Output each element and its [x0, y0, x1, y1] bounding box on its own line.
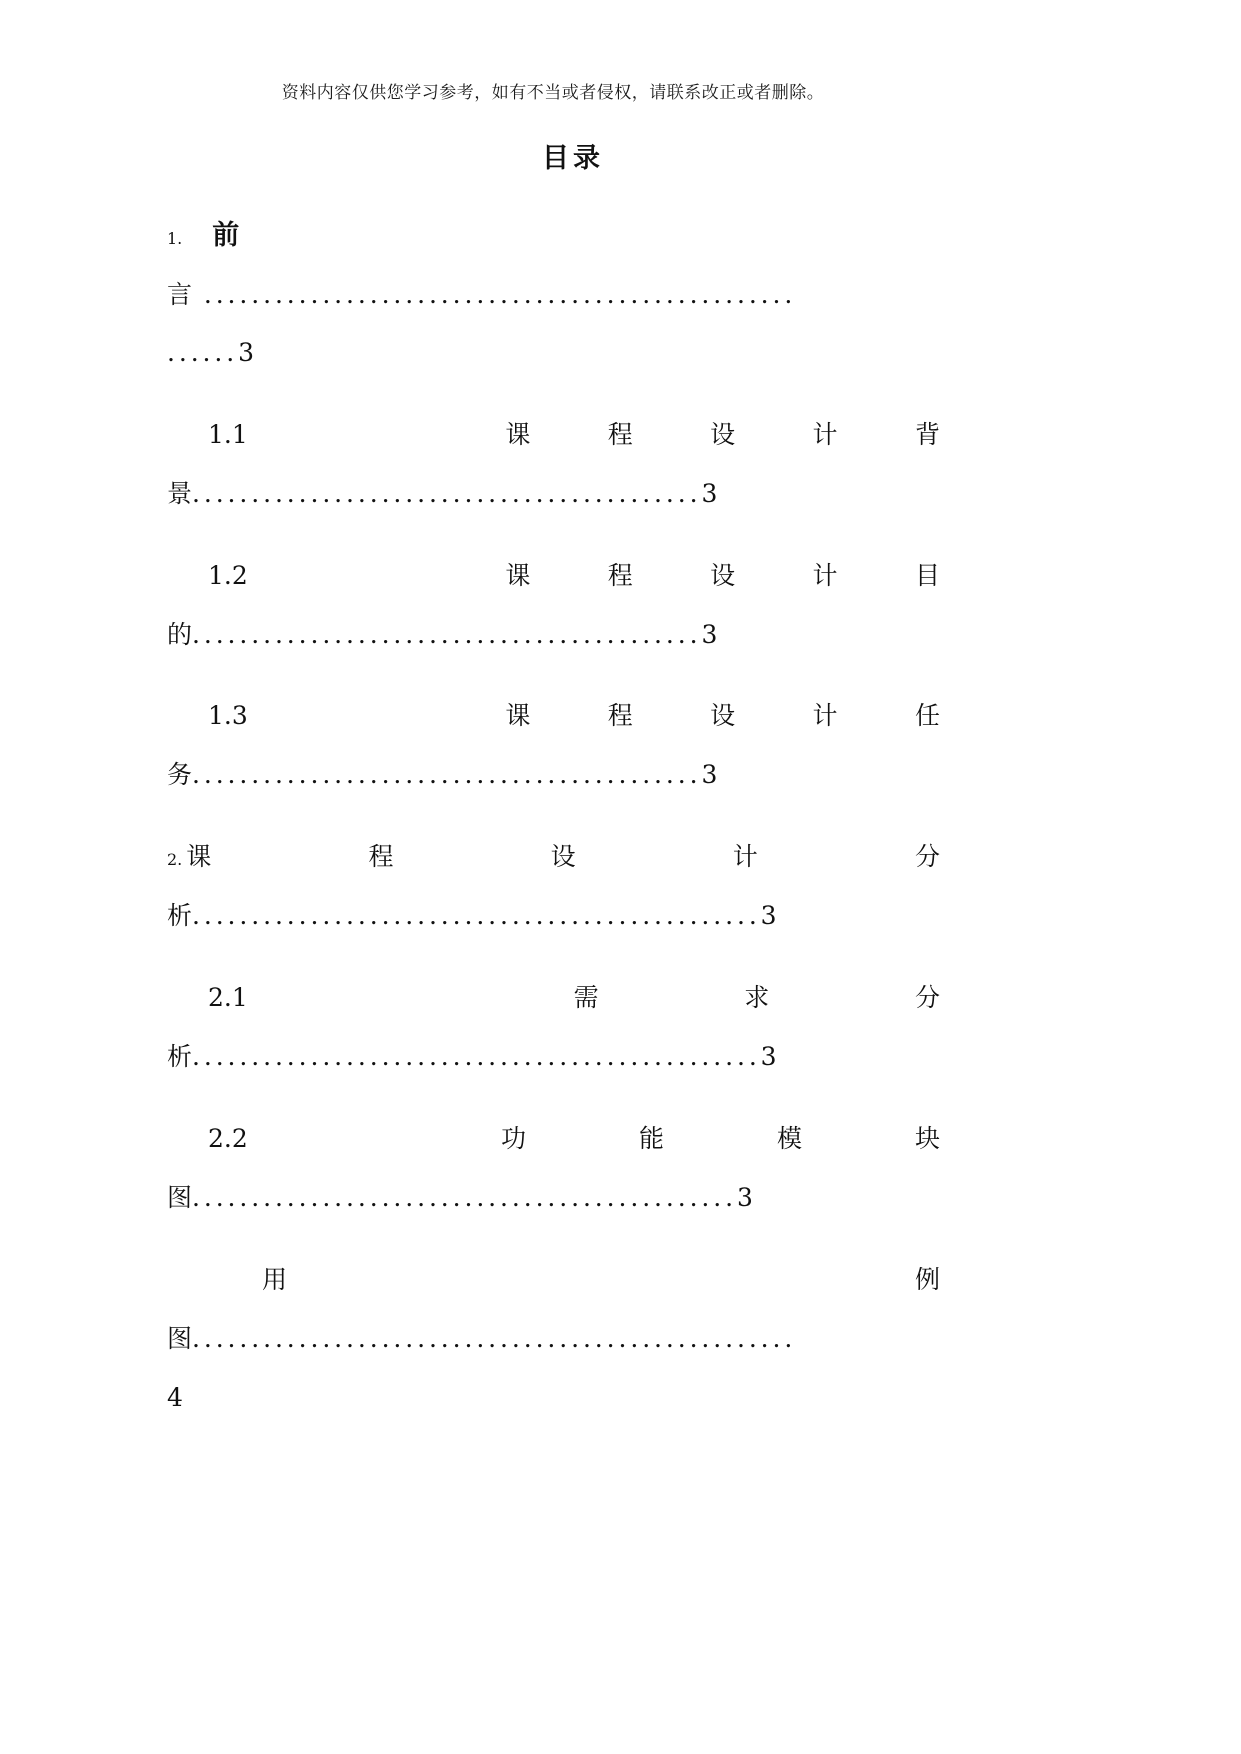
toc-entry-title-char: 设: [710, 701, 736, 730]
toc-leader-dots: ...........................................: [192, 620, 702, 649]
toc-entry-title-char: 图: [167, 1324, 193, 1353]
toc-entry-usecase-line1[interactable]: [167, 1263, 940, 1297]
toc-entry-1-1-line2[interactable]: [167, 477, 717, 511]
toc-entry-title-char: 例: [914, 1265, 940, 1294]
toc-entry-title-char: 言: [167, 280, 193, 309]
toc-page-number: 3: [760, 901, 777, 930]
toc-entry-title-char: 计: [812, 561, 838, 590]
toc-entry-title-char: 功: [500, 1124, 526, 1153]
toc-leader-dots: ..................................................: [192, 280, 797, 309]
toc-entry-title-char: 设: [710, 561, 736, 590]
toc-leader-dots: ...........................................: [192, 479, 702, 508]
toc-page-number: 3: [736, 1183, 753, 1212]
toc-entry-title-char: 分: [914, 983, 940, 1012]
toc-entry-title-char: 课: [505, 701, 531, 730]
toc-leader-dots: ................................................: [192, 1042, 761, 1071]
toc-leader-dots: ................................................: [192, 901, 761, 930]
toc-entry-1-2-line2[interactable]: [167, 618, 717, 652]
toc-entry-title-char: 的: [167, 620, 193, 649]
toc-entry-title-char: 目: [914, 561, 940, 590]
toc-entry-2-2-line1[interactable]: [167, 1122, 940, 1156]
toc-entry-number: 2.1: [208, 983, 248, 1012]
toc-leader-dots: ...........................................: [192, 760, 702, 789]
toc-entry-title-char: 务: [167, 760, 193, 789]
toc-entry-title-char: 背: [914, 420, 940, 449]
toc-entry-number: 1.3: [208, 701, 248, 730]
toc-entry-2-line1[interactable]: [167, 840, 940, 874]
toc-leader-dots: ..............................................: [192, 1183, 737, 1212]
toc-entry-title-char: 模: [776, 1124, 802, 1153]
toc-entry-number: 1.1: [208, 420, 248, 449]
toc-entry-title-char: 计: [732, 842, 758, 871]
toc-entry-1-1-line1[interactable]: [167, 418, 940, 452]
toc-page-number: 3: [701, 620, 718, 649]
toc-entry-2-1-line1[interactable]: [167, 981, 940, 1015]
toc-entry-title-char: 景: [167, 479, 193, 508]
toc-entry-title-char: 前: [212, 220, 240, 251]
toc-entry-title-char: 课: [505, 420, 531, 449]
toc-entry-title-char: 程: [607, 561, 633, 590]
toc-entry-title-char: 课: [186, 842, 212, 871]
toc-entry-number: 1.2: [208, 561, 248, 590]
toc-entry-2-2-line2[interactable]: [167, 1181, 753, 1215]
toc-entry-1-line1[interactable]: [167, 219, 239, 253]
toc-entry-title-char: 程: [368, 842, 394, 871]
toc-entry-title-char: 分: [914, 842, 940, 871]
toc-entry-title-char: 能: [638, 1124, 664, 1153]
toc-entry-title-char: 计: [812, 701, 838, 730]
toc-page-number: 4: [167, 1383, 183, 1412]
toc-entry-1-3-line1[interactable]: [167, 699, 940, 733]
toc-entry-1-3-line2[interactable]: [167, 758, 717, 792]
header-disclaimer: 资料内容仅供您学习参考，如有不当或者侵权，请联系改正或者删除。: [281, 83, 825, 103]
toc-entry-title-char: 图: [167, 1183, 193, 1212]
toc-page-number: 3: [701, 760, 718, 789]
toc-entry-usecase-line3[interactable]: [167, 1381, 183, 1415]
toc-entry-2-1-line2[interactable]: [167, 1040, 777, 1074]
toc-entry-title-char: 计: [812, 420, 838, 449]
toc-entry-title-char: 设: [550, 842, 576, 871]
toc-entry-number: 2.: [167, 850, 183, 869]
toc-entry-title-char: 任: [914, 701, 940, 730]
toc-page-number: 3: [701, 479, 718, 508]
toc-entry-title-char: 课: [505, 561, 531, 590]
toc-entry-title-char: 求: [744, 983, 770, 1012]
toc-title: 目录: [542, 143, 604, 174]
toc-entry-1-2-line1[interactable]: [167, 559, 940, 593]
toc-entry-title-char: 用: [262, 1265, 288, 1294]
toc-entry-title-char: 程: [607, 701, 633, 730]
toc-entry-heading-start: [167, 840, 211, 874]
toc-entry-title-char: 设: [710, 420, 736, 449]
toc-leader-dots: ...................................................: [192, 1324, 797, 1353]
toc-entry-title-char: 析: [167, 1042, 193, 1071]
toc-entry-title-char: 程: [607, 420, 633, 449]
toc-leader-dots: ......: [167, 338, 239, 367]
toc-entry-title-char: 块: [914, 1124, 940, 1153]
toc-entry-usecase-line2[interactable]: [167, 1322, 796, 1356]
toc-entry-1-line2[interactable]: [167, 278, 796, 312]
toc-page-number: 3: [238, 338, 254, 367]
toc-entry-number: 2.2: [208, 1124, 248, 1153]
toc-entry-title-char: 需: [573, 983, 599, 1012]
toc-entry-title-char: 析: [167, 901, 193, 930]
toc-page-number: 3: [760, 1042, 777, 1071]
toc-entry-number: 1.: [167, 229, 183, 248]
toc-entry-2-line2[interactable]: [167, 899, 777, 933]
toc-entry-1-line3[interactable]: [167, 336, 254, 370]
